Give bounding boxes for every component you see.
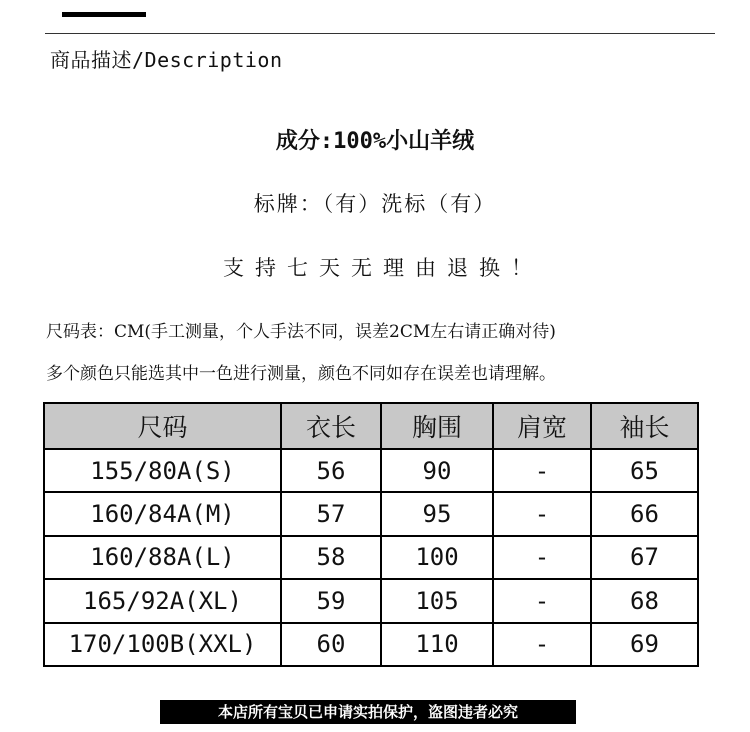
header-sleeve: 袖长 xyxy=(591,403,698,449)
cell-size: 170/100B(XXL) xyxy=(44,623,281,666)
cell-chest: 90 xyxy=(381,449,493,492)
size-chart-note: 尺码表：CM(手工测量，个人手法不同，误差2CM左右请正确对待) xyxy=(46,322,556,342)
cell-shoulder: - xyxy=(493,579,591,622)
cell-sleeve: 65 xyxy=(591,449,698,492)
cell-length: 56 xyxy=(281,449,381,492)
header-divider xyxy=(45,33,715,34)
cell-length: 59 xyxy=(281,579,381,622)
table-row xyxy=(44,579,698,622)
cell-chest: 100 xyxy=(381,536,493,579)
header-length: 衣长 xyxy=(281,403,381,449)
copyright-banner: 本店所有宝贝已申请实拍保护，盗图违者必究 xyxy=(160,700,576,724)
header-shoulder: 肩宽 xyxy=(493,403,591,449)
header-chest: 胸围 xyxy=(381,403,493,449)
return-policy-text: 支持七天无理由退换！ xyxy=(223,256,543,280)
brand-label-text: 标牌：（有）洗标（有） xyxy=(253,192,497,216)
color-note: 多个颜色只能选其中一色进行测量，颜色不同如存在误差也请理解。 xyxy=(46,364,556,384)
header-size: 尺码 xyxy=(44,403,281,449)
table-row xyxy=(44,492,698,535)
cell-size: 160/88A(L) xyxy=(44,536,281,579)
cell-size: 155/80A(S) xyxy=(44,449,281,492)
size-table-header-row xyxy=(44,403,698,449)
cell-shoulder: - xyxy=(493,536,591,579)
cell-chest: 105 xyxy=(381,579,493,622)
cell-sleeve: 68 xyxy=(591,579,698,622)
cell-length: 57 xyxy=(281,492,381,535)
cell-shoulder: - xyxy=(493,449,591,492)
header-accent-bar xyxy=(62,12,146,17)
table-row xyxy=(44,623,698,666)
section-title: 商品描述/Description xyxy=(50,48,283,72)
cell-length: 58 xyxy=(281,536,381,579)
cell-size: 160/84A(M) xyxy=(44,492,281,535)
cell-size: 165/92A(XL) xyxy=(44,579,281,622)
table-row xyxy=(44,536,698,579)
table-row xyxy=(44,449,698,492)
cell-chest: 95 xyxy=(381,492,493,535)
composition-text: 成分:100%小山羊绒 xyxy=(275,129,475,154)
cell-length: 60 xyxy=(281,623,381,666)
cell-sleeve: 66 xyxy=(591,492,698,535)
cell-shoulder: - xyxy=(493,623,591,666)
cell-sleeve: 69 xyxy=(591,623,698,666)
cell-chest: 110 xyxy=(381,623,493,666)
cell-shoulder: - xyxy=(493,492,591,535)
size-table xyxy=(43,402,699,667)
cell-sleeve: 67 xyxy=(591,536,698,579)
